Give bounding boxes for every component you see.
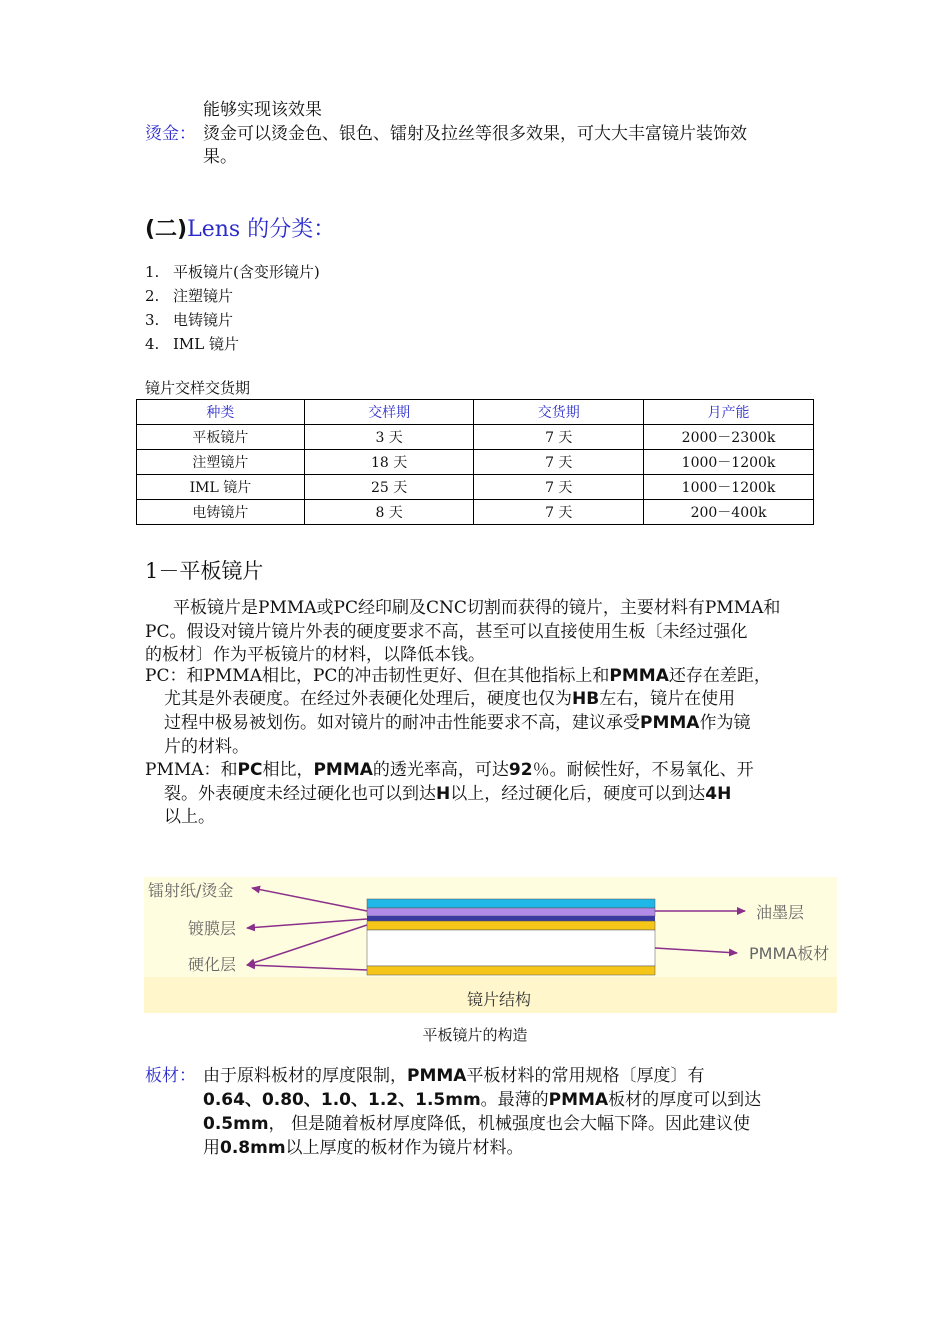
list-number: 4. [145, 335, 160, 353]
bold-run: 0.64、0.80、1.0、1.2、1.5mm [203, 1090, 481, 1110]
table-cell: 1000－1200k [644, 475, 814, 500]
label-hard: 硬化层 [188, 955, 237, 974]
tangjin-text-1: 烫金可以烫金色、银色、镭射及拉丝等很多效果，可大大丰富镜片装饰效 [203, 124, 747, 144]
table-cell: 200－400k [644, 500, 814, 525]
flat-para-line: 平板镜片是PMMA或PC经印刷及CNC切割而获得的镜片，主要材料有PMMA和 [173, 598, 781, 618]
text-run: 。最薄的 [480, 1090, 549, 1110]
delivery-table [136, 399, 814, 525]
bold-run: PMMA [313, 760, 373, 780]
text-run: 还存在差距， [668, 666, 771, 686]
arrow-coating [247, 919, 367, 928]
list-item [145, 284, 545, 308]
text-run: 用 [203, 1138, 220, 1158]
flat-lens-heading: 1－平板镜片 [145, 559, 264, 583]
bottom-hard-layer [367, 966, 655, 975]
pc-line-3 [164, 711, 750, 735]
category-list [145, 260, 545, 360]
table-cell: 2000－2300k [644, 425, 814, 450]
table-cell: 18 天 [304, 450, 474, 475]
laser-layer [367, 908, 655, 916]
text-run: PC：和PMMA相比，PC的冲击韧性更好、但在其他指标上和 [145, 666, 610, 686]
flat-para-line: PC。假设对镜片镜片外表的硬度要求不高，甚至可以直接使用生板〔未经过强化 [145, 622, 748, 642]
list-label: IML 镜片 [173, 335, 240, 353]
header-cell: 月产能 [644, 400, 814, 425]
list-label: 平板镜片(含变形镜片) [173, 263, 320, 281]
lens-structure-diagram [144, 877, 837, 1013]
table-cell: 7 天 [474, 475, 644, 500]
arrow-pmma [655, 948, 737, 953]
pmma-line-2 [164, 782, 731, 806]
header-cell: 交货期 [474, 400, 644, 425]
label-coating: 镀膜层 [188, 919, 237, 938]
section-prefix: (二) [145, 217, 188, 242]
table-row [137, 500, 814, 525]
coating-layer [367, 916, 655, 921]
bold-run: H [436, 784, 451, 804]
bold-run: PMMA [548, 1090, 609, 1110]
table-cell: IML 镜片 [137, 475, 305, 500]
table-cell: 3 天 [304, 425, 474, 450]
list-label: 电铸镜片 [173, 311, 234, 329]
board-line-3 [203, 1112, 750, 1136]
text-run: 尤其是外表硬度。在经过外表硬化处理后，硬度也仅为 [164, 689, 572, 709]
table-cell: 8 天 [304, 500, 474, 525]
bold-run: 0.8mm [220, 1138, 286, 1158]
diagram-caption: 平板镜片的构造 [422, 1026, 528, 1044]
bold-run: PMMA [609, 666, 669, 686]
ink-layer [367, 899, 655, 908]
table-cell: 1000－1200k [644, 450, 814, 475]
bold-run: 4H [705, 784, 732, 804]
label-ink: 油墨层 [756, 903, 805, 922]
arrow-hard-top [247, 925, 367, 965]
list-item [145, 332, 545, 356]
text-run: 以上厚度的板材作为镜片材料。 [285, 1138, 524, 1158]
intro-line: 能够实现该效果 [203, 100, 322, 120]
list-item [145, 308, 545, 332]
pmma-line-1 [145, 758, 754, 782]
table-cell: 平板镜片 [137, 425, 305, 450]
table-cell: 7 天 [474, 500, 644, 525]
board-line-1 [203, 1064, 704, 1088]
header-cell: 种类 [137, 400, 305, 425]
table-row [137, 475, 814, 500]
label-pmma: PMMA板材 [749, 944, 830, 963]
pc-line-4: 片的材料。 [164, 737, 249, 757]
bold-run: HB [572, 689, 600, 709]
diagram-title: 镜片结构 [467, 990, 532, 1009]
arrow-hard-bottom [247, 965, 367, 970]
text-run: 平板材料的常用规格〔厚度〕有 [466, 1066, 705, 1086]
bold-run: 92 [508, 760, 533, 780]
table-cell: 电铸镜片 [137, 500, 305, 525]
text-run: ％。耐候性好，不易氧化、开 [532, 760, 754, 780]
table-header-row [137, 400, 814, 425]
text-run: 的透光率高，可达 [372, 760, 509, 780]
table-cell: 25 天 [304, 475, 474, 500]
text-run: 作为镜 [699, 713, 751, 733]
flat-para-line: 的板材〕作为平板镜片的材料，以降低本钱。 [145, 645, 485, 665]
header-cell: 交样期 [304, 400, 474, 425]
pmma-line-3: 以上。 [164, 807, 215, 827]
text-run: 左右，镜片在使用 [599, 689, 736, 709]
table-caption: 镜片交样交货期 [145, 379, 251, 397]
table-cell: 7 天 [474, 450, 644, 475]
board-line-2 [203, 1088, 761, 1112]
text-run: PMMA：和 [145, 760, 238, 780]
text-run: 相比， [262, 760, 314, 780]
section-title: Lens 的分类： [187, 217, 336, 242]
bold-run: PMMA [407, 1066, 467, 1086]
board-line-4 [203, 1136, 524, 1160]
table-cell: 注塑镜片 [137, 450, 305, 475]
text-run: 板材的厚度可以到达 [608, 1090, 762, 1110]
tangjin-label: 烫金： [145, 124, 196, 144]
bold-run: PMMA [640, 713, 700, 733]
bold-run: PC [237, 760, 263, 780]
tangjin-text-2: 果。 [203, 147, 237, 167]
list-item [145, 260, 545, 284]
pc-line-2 [164, 687, 735, 711]
label-laser: 镭射纸/烫金 [148, 881, 234, 900]
section-heading [145, 215, 335, 245]
list-number: 2. [145, 287, 160, 305]
text-run: 由于原料板材的厚度限制， [203, 1066, 407, 1086]
top-hard-layer [367, 921, 655, 930]
text-run: 裂。外表硬度未经过硬化也可以到达 [164, 784, 436, 804]
text-run: 以上，经过硬化后，硬度可以到达 [450, 784, 706, 804]
bold-run: 0.5mm [203, 1114, 269, 1134]
list-number: 3. [145, 311, 160, 329]
text-run: 过程中极易被划伤。如对镜片的耐冲击性能要求不高，建议承受 [164, 713, 640, 733]
list-label: 注塑镜片 [173, 287, 234, 305]
arrow-laser [252, 888, 367, 911]
table-row [137, 450, 814, 475]
board-label: 板材： [145, 1066, 196, 1086]
list-number: 1. [145, 263, 160, 281]
table-row [137, 425, 814, 450]
pmma-layer [367, 930, 655, 966]
table-cell: 7 天 [474, 425, 644, 450]
text-run: ， 但是随着板材厚度降低，机械强度也会大幅下降。因此建议使 [268, 1114, 750, 1134]
pc-line-1 [145, 664, 771, 688]
